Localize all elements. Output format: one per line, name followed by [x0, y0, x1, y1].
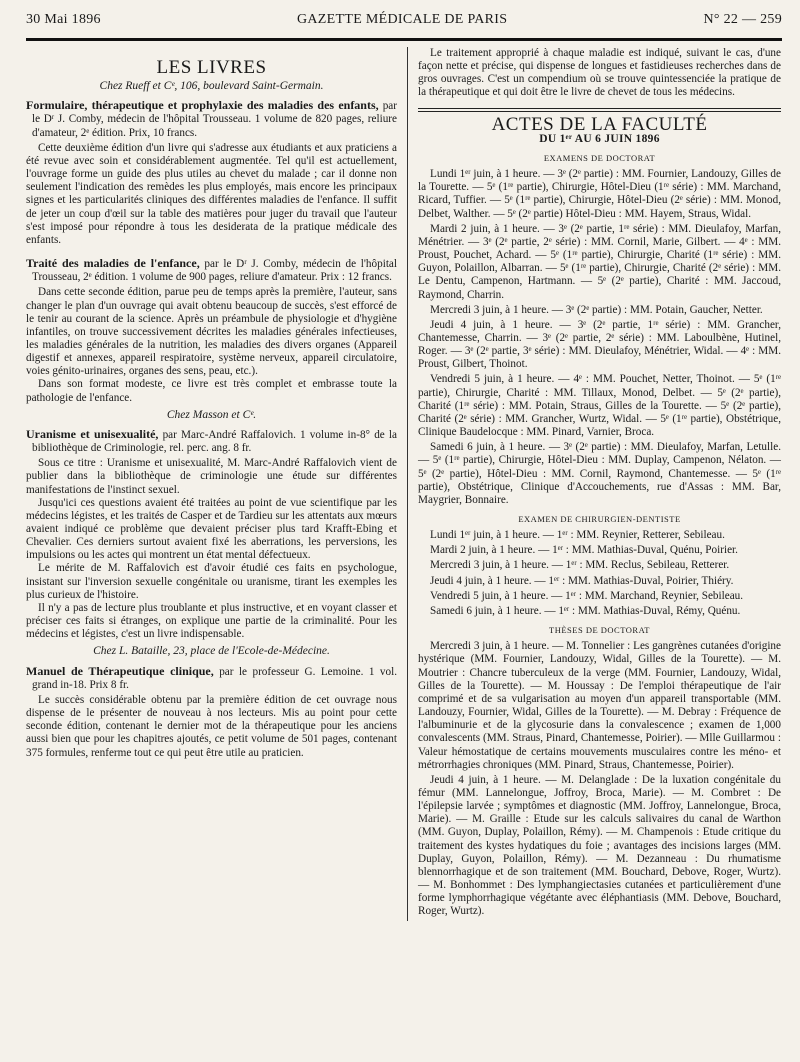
- book-review-paragraph: Jusqu'ici ces questions avaient été traitées au point de vue scientifique par les médecins légistes, et les traités de Casper et de Tardieu sur les attentats aux mœurs avaient indiqué ce problème que devaient préciser plus tard Krafft-Ebing et Chevalier. Ces derniers surtout avaient fixé les aberrations, les perversions, les impulsions ou les actes qui montrent un état mental défectueux.: [26, 496, 397, 562]
- exam-day-entry: Jeudi 4 juin, à 1 heure. — 3ᵉ (2ᵉ partie, 1ʳᵉ série) : MM. Grancher, Chantemesse, Charrin. — 3ᵉ (2ᵉ partie, 2ᵉ série) : MM. Laboulbène, Hutinel, Roger. — 3ᵉ (2ᵉ partie, 3ᵉ série) : MM. Dieulafoy, Ménétrier, Widal. — 4ᵉ : MM. Proust, Gilbert, Thoinot.: [418, 318, 781, 371]
- right-column: [407, 47, 781, 921]
- exam-heading-dentiste: EXAMEN DE CHIRURGIEN-DENTISTE: [518, 514, 681, 524]
- exam-day-entry: Jeudi 4 juin, à 1 heure. — 1ᵉʳ : MM. Mathias-Duval, Poirier, Thiéry.: [430, 574, 734, 587]
- book-review-paragraph: Il n'y a pas de lecture plus troublante et plus instructive, et en voyant classer et préciser ces faits si étranges, on explique une partie de la criminalité. Pour les médecins et légistes, c'est un livre indispensable.: [26, 601, 397, 641]
- exam-day-entry: Samedi 6 juin, à 1 heure. — 3ᵉ (2ᵉ partie) : MM. Dieulafoy, Marfan, Letulle. — 5ᵉ (1ʳᵉ partie), Chirurgie, Hôtel-Dieu : MM. Duplay, Campenon, Nélaton. — 5ᵉ (2ᵉ partie), Hôtel-Dieu : MM. Cornil, Raymond, Chantemesse. — 5ᵉ (1ʳᵉ partie), Obstétrique, Clinique d'Accouchements, rue d'Assas : MM. Bar, Maygrier, Bonnaire.: [418, 441, 781, 506]
- book-details: par Marc-André Raffalovich. 1 volume in-8° de la bibliothèque de Criminologie, rel. perc. ang. 8 fr.: [32, 428, 397, 455]
- exam-day-entry: Jeudi 4 juin, à 1 heure. — M. Delanglade : De la luxation congénitale du fémur (MM. Lannelongue, Joffroy, Broca, Marie). — M. Combret : De l'épilepsie larvée ; symptômes et diagnostic (MM. Joffroy, Lannelongue, Broca, Marie). — M. Graille : Etude sur les calculs salivaires du canal de Warthon (MM. Guyon, Duplay, Polaillon, Rémy). — M. Champenois : Etude critique du traitement des kystes hydatiques du foie ; avantages des incisions larges (MM. Duplay, Guyon, Polaillon, Rémy). — M. Dezanneau : Du rhumatisme blennorrhagique et de son traitement (MM. Bouchard, Debove, Roger, Wurtz). — M. Bonhommet : Des lymphangiectasies cutanées et particulièrement d'une forme lymphorrhagique végétante avec éléphantiasis (MM. Debove, Bouchard, Roger, Wurtz).: [418, 773, 781, 918]
- review-continuation: Le traitement approprié à chaque maladie est indiqué, suivant le cas, d'une façon nette et précise, qui dispense de longues et fastidieuses recherches dans de gros ouvrages. C'est un compendium où se trouve quintessenciée la pratique de la thérapeutique et qui doit être le livre de chevet de tous les médecins.: [418, 47, 781, 99]
- journal-title: GAZETTE MÉDICALE DE PARIS: [296, 12, 508, 27]
- book-details: par le professeur G. Lemoine. 1 vol. grand in-18. Prix 8 fr.: [32, 665, 397, 691]
- book-review-paragraph: Le mérite de M. Raffalovich est d'avoir étudié ces faits en psychologue, insistant sur l'inversion sexuelle congénitale ou uranisme, tirant les exemples les plus curieux de l'histoire.: [26, 562, 397, 601]
- section-title-actes: ACTES DE LA FACULTÉ: [491, 113, 708, 135]
- book-review-paragraph: Le succès considérable obtenu par la première édition de cet ouvrage nous dispense de le présenter de nouveau à nos lecteurs. Mis au point pour cette seconde édition, contenant le dernier mot de la thérapeutique pour les anciens aussi bien que pour les chapitres ajoutés, ce petit volume de 501 pages, contenant 375 formules, renferme tout ce qui peut être utile au praticien.: [26, 693, 397, 759]
- book-title: Uranisme et unisexualité,: [26, 426, 159, 441]
- left-column: [26, 47, 407, 921]
- exam-day-entry: Lundi 1ᵉʳ juin, à 1 heure. — 3ᵉ (2ᵉ partie) : MM. Fournier, Landouzy, Gilles de la Tourette. — 5ᵉ (1ʳᵉ partie), Chirurgie, Hôtel-Dieu (1ʳᵉ série) : MM. Marchand, Ricard, Tuffier. — 5ᵉ (1ʳᵉ partie), Chirurgie, Hôtel-Dieu (2ᵉ série) : MM. Monod, Delbet, Walther. — 5ᵉ (2ᵉ partie) Hôtel-Dieu : MM. Hayem, Straus, Widal.: [418, 168, 781, 220]
- exam-heading-doctorat: EXAMENS DE DOCTORAT: [543, 152, 656, 163]
- exam-day-entry: Mardi 2 juin, à 1 heure. — 1ᵉʳ : MM. Mathias-Duval, Quénu, Poirier.: [430, 544, 738, 557]
- book-review-paragraph: Dans cette seconde édition, parue peu de temps après la première, l'auteur, sans changer le plan d'un ouvrage qui avait obtenu beaucoup de succès, s'est efforcé de le tenir au courant de la science. Après un préambule de physiologie et d'hygiène infantiles, on trouve successivement décrites les maladies générales infectieuses, les maladies générales de la nutrition, les maladies des divers organes (Appareil digestif et annexes, appareil respiratoire, système nerveux, appareil circulatoire, voies génito-urinaires, organes des sens, peau, etc.).: [26, 286, 397, 378]
- exam-day-entry: Mercredi 3 juin, à 1 heure. — 1ᵉʳ : MM. Reclus, Sebileau, Retterer.: [430, 559, 730, 572]
- book-review-paragraph: Dans son format modeste, ce livre est très complet et embrasse toute la pathologie de l'enfance.: [26, 378, 397, 404]
- issue-date: 30 Mai 1896: [26, 12, 101, 27]
- publisher-masson: Chez Masson et Cᵉ.: [166, 408, 257, 421]
- exam-list-dentiste: [418, 529, 781, 618]
- publisher-rueff: Chez Rueff et Cᵉ, 106, boulevard Saint-Germain.: [99, 80, 324, 93]
- exam-day-entry: Vendredi 5 juin, à 1 heure. — 4ᵉ : MM. Pouchet, Netter, Thoinot. — 5ᵉ (1ʳᵉ partie), Chirurgie, Charité : MM. Tillaux, Monod, Delbet. — 5ᵉ (2ᵉ partie), Charité (1ʳᵉ série) : MM. Potain, Straus, Gilles de la Tourette. — 5ᵉ (2ᵉ partie), Charité (2ᵉ série) : MM. Grancher, Wurtz, Widal. — 5ᵉ (1ʳᵉ partie), Obstétrique, Clinique Baudelocque : MM. Pinard, Varnier, Broca.: [418, 373, 781, 439]
- exam-day-entry: Mercredi 3 juin, à 1 heure. — M. Tonnelier : Les gangrènes cutanées d'origine hystérique (MM. Fournier, Landouzy, Widal, Gilles de la Tourette). — M. Moutrier : Chancre tuberculeux de la verge (MM. Fournier, Landouzy, Widal, Gilles de la Tourette). — M. Houssay : De l'emploi thérapeutique de l'air comprimé et de sa vulgarisation au moyen d'un appareil transportable (MM. Landouzy, Fournier, Widal, Gilles de la Tourette). — M. Debray : Fréquence de l'albuminurie et de la glycosurie dans la convalescence ; examen de 1,000 convalescents (MM. Straus, Pinard, Chantemesse, Poirier). — Mlle Guillarmou : Valeur hémostatique de certains mouvements musculaires contre les méno- et métrorrhagies chroniques (MM. Pinard, Straus, Chantemesse, Poirier).: [418, 640, 781, 771]
- exam-day-entry: Lundi 1ᵉʳ juin, à 1 heure. — 1ᵉʳ : MM. Reynier, Retterer, Sebileau.: [430, 529, 725, 542]
- section-divider: [418, 108, 781, 112]
- date-range: DU 1ᵉʳ AU 6 JUIN 1896: [539, 132, 660, 145]
- exam-list-theses: [418, 640, 781, 918]
- book-details: par le Dʳ J. Comby, médecin de l'hôpital Trousseau. 1 volume de 820 pages, reliure d'amateur, 2ᵉ édition. Prix, 10 francs.: [32, 100, 397, 139]
- book-entry-uranisme: [26, 428, 397, 455]
- exam-list-doctorat: [418, 168, 781, 507]
- book-review-paragraph: Sous ce titre : Uranisme et unisexualité, M. Marc-André Raffalovich vient de publier dans la bibliothèque de criminologie une étude sur différentes manifestations de l'instinct sexuel.: [26, 457, 397, 496]
- exam-day-entry: Mercredi 3 juin, à 1 heure. — 3ᵉ (2ᵉ partie) : MM. Potain, Gaucher, Netter.: [430, 303, 763, 316]
- running-head: [26, 12, 782, 34]
- publisher-bataille: Chez L. Bataille, 23, place de l'Ecole-de-Médecine.: [93, 645, 330, 658]
- columns: [26, 47, 782, 921]
- book-entry-traite: [26, 257, 397, 284]
- exam-heading-theses: THÈSES DE DOCTORAT: [549, 625, 650, 636]
- header-rule: [26, 38, 782, 41]
- book-title: Formulaire, thérapeutique et prophylaxie des maladies des enfants,: [26, 98, 379, 113]
- section-title-livres: LES LIVRES: [156, 57, 267, 78]
- exam-day-entry: Vendredi 5 juin, à 1 heure. — 1ᵉʳ : MM. Marchand, Reynier, Sebileau.: [430, 589, 744, 602]
- book-entry-formulaire: [26, 99, 397, 139]
- book-title: Manuel de Thérapeutique clinique,: [26, 663, 214, 678]
- book-review-paragraph: Cette deuxième édition d'un livre qui s'adresse aux étudiants et aux praticiens a été revue avec soin et considérablement augmentée. Tel qu'il est actuellement, l'ouvrage forme un guide des plus utiles au chevet du malade ; car il donne non seulement l'indication des remèdes les plus employés, mais encore les principaux signes et les particularités cliniques des différentes maladies de l'enfance. Il suffit de jeter un coup d'œil sur la table des matières pour juger du travail que l'auteur s'est imposé pour répondre à tous les desiderata de la pratique médicale des enfants.: [26, 141, 397, 246]
- book-entry-manuel: [26, 665, 397, 692]
- book-details: par le Dʳ J. Comby, médecin de l'hôpital Trousseau, 2ᵉ édition. 1 volume de 900 pages, reliure d'amateur. Prix : 12 francs.: [32, 258, 398, 284]
- exam-day-entry: Samedi 6 juin, à 1 heure. — 1ᵉʳ : MM. Mathias-Duval, Rémy, Quénu.: [430, 604, 741, 617]
- exam-day-entry: Mardi 2 juin, à 1 heure. — 3ᵉ (2ᵉ partie, 1ʳᵉ série) : MM. Dieulafoy, Marfan, Ménétrier. — 3ᵉ (2ᵉ partie, 2ᵉ série) : MM. Cornil, Marie, Gilbert. — 4ᵉ : MM. Proust, Pouchet, Achard. — 5ᵉ (1ʳᵉ partie), Chirurgie, Charité (1ʳᵉ série) : MM. Guyon, Polaillon, Albarran. — 5ᵉ (1ʳᵉ partie), Chirurgie, Charité (2ᵉ série) : MM. Le Dentu, Campenon, Hartmann. — 5ᵉ (2ᵉ partie), Charité : MM. Jaccoud, Raymond, Charrin.: [418, 222, 781, 301]
- page-number: N° 22 — 259: [703, 12, 782, 27]
- book-title: Traité des maladies de l'enfance,: [26, 256, 200, 271]
